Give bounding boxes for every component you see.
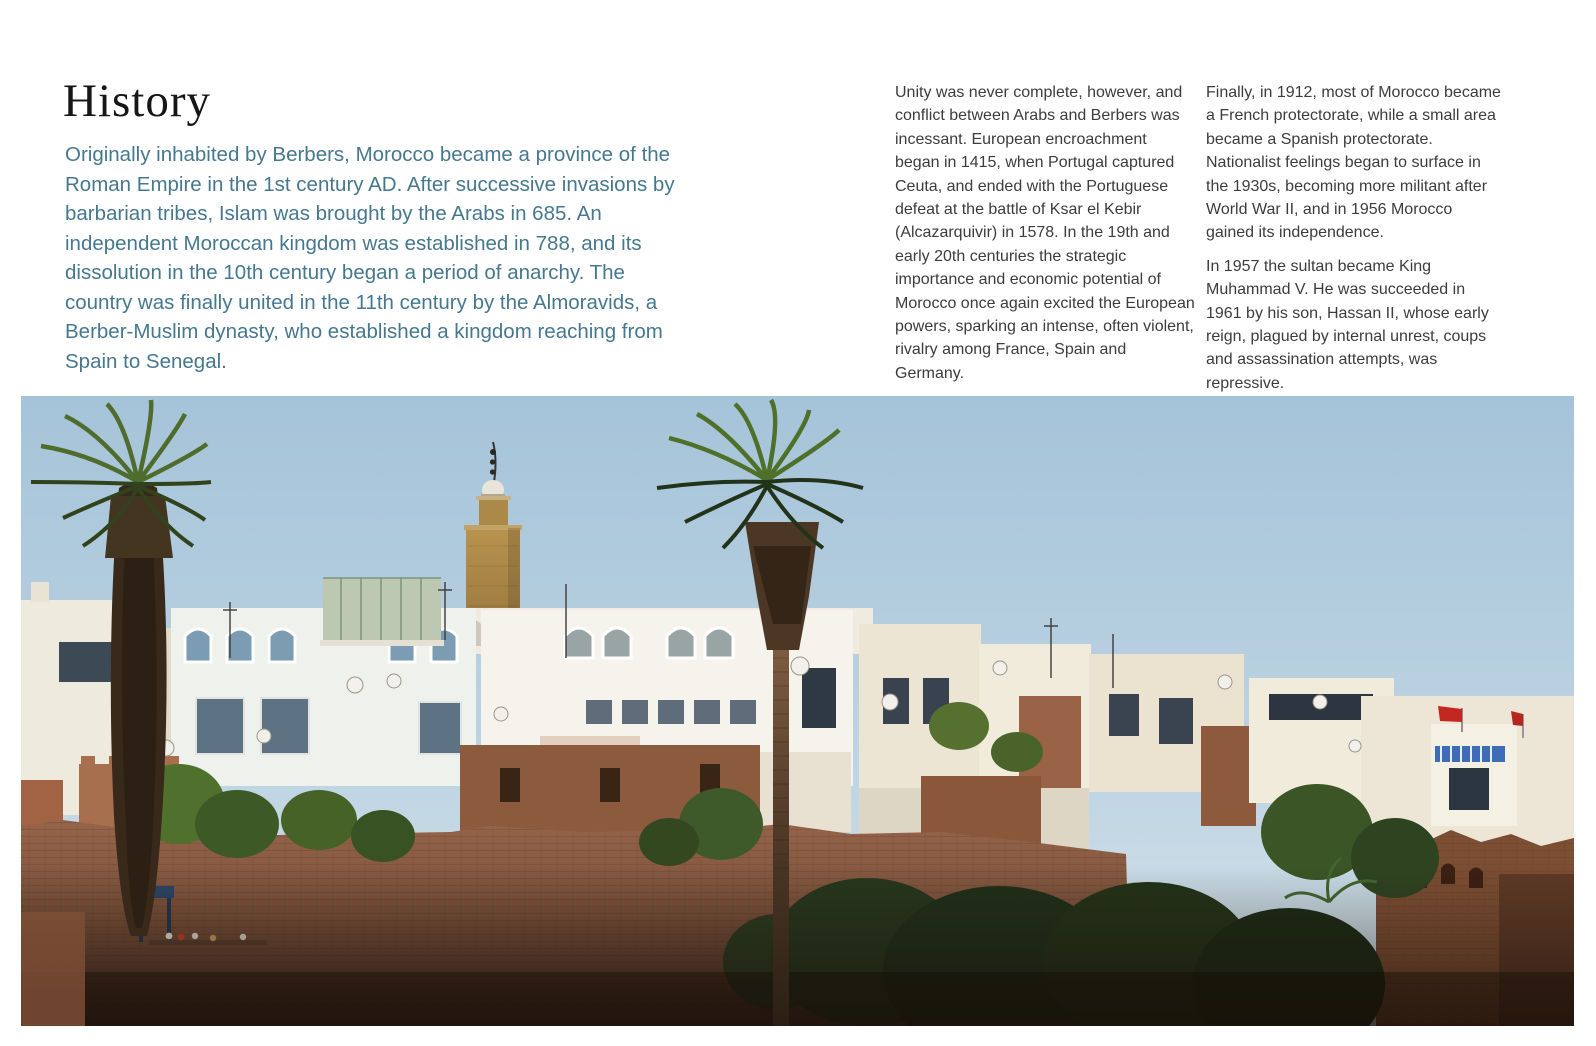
- blue-balcony-house: [1431, 724, 1517, 826]
- column2-paragraph-1: Finally, in 1912, most of Morocco became a French protectorate, while a small area became a Spanish protectorate. Nationalist feelings began to surface in the 1930s, becoming more militant after World War II, and in 1956 Morocco gained its independence.: [1206, 84, 1501, 242]
- intro-paragraph: Originally inhabited by Berbers, Morocco became a province of the Roman Empire in the 1st century AD. After successive invasions by barbarian tribes, Islam was brought by the Arabs in 685. An independent Moroccan kingdom was established in 788, and its dissolution in the 10th century began a period of anarchy. The country was finally united in the 11th century by the Almoravids, a Berber-Muslim dynasty, who established a kingdom reaching from Spain to Senegal.: [65, 143, 675, 373]
- column2-paragraph-2: In 1957 the sultan became King Muhammad V. He was succeeded in 1961 by his son, Hassan II, whose early reign, plagued by internal unrest, coups and assassination attempts, was repressive.: [1206, 257, 1489, 392]
- body-column-1: [895, 81, 1195, 385]
- body-column-2: [1206, 81, 1503, 395]
- kasbah-photo: [21, 396, 1574, 1026]
- column1-paragraph: Unity was never complete, however, and conflict between Arabs and Berbers was incessant. European encroachment began in 1415, when Portugal captured Ceuta, and ended with the Portuguese defeat at the battle of Ksar el Kebir (Alcazarquivir) in 1578. In the 19th and early 20th centuries the strategic importance and economic potential of Morocco once again excited the European powers, sparking an intense, often violent, rivalry among France, Spain and Germany.: [895, 84, 1195, 382]
- page-title: History: [63, 75, 211, 127]
- roof-conservatory: [320, 578, 444, 646]
